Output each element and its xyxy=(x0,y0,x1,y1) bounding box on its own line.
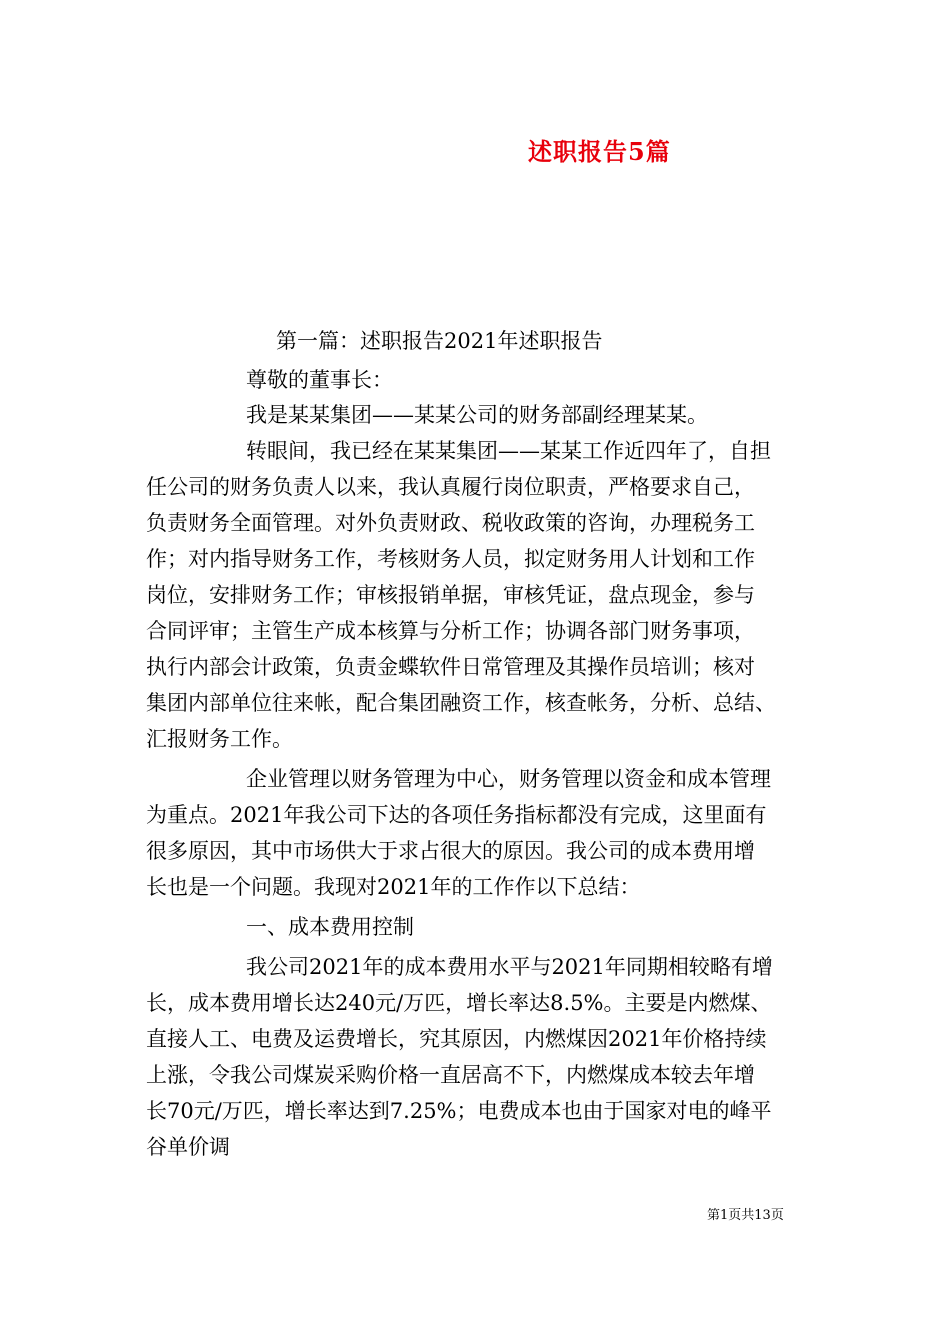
salutation: 尊敬的董事长： xyxy=(246,368,393,392)
paragraph-line: 转眼间，我已经在某某集团——某某工作近四年了，自担 xyxy=(246,439,771,463)
paragraph-line: 作；对内指导财务工作，考核财务人员，拟定财务用人计划和工作 xyxy=(146,547,755,571)
paragraph-line: 任公司的财务负责人以来，我认真履行岗位职责，严格要求自己， xyxy=(146,475,755,499)
paragraph-line: 企业管理以财务管理为中心，财务管理以资金和成本管理 xyxy=(246,767,771,791)
paragraph-line: 上涨，令我公司煤炭采购价格一直居高不下，内燃煤成本较去年增 xyxy=(146,1063,755,1087)
paragraph-line: 合同评审；主管生产成本核算与分析工作；协调各部门财务事项， xyxy=(146,619,755,643)
paragraph-line: 执行内部会计政策，负责金蝶软件日常管理及其操作员培训；核对 xyxy=(146,655,755,679)
document-title: 述职报告5篇 xyxy=(528,137,671,166)
section-heading: 第一篇：述职报告2021年述职报告 xyxy=(276,329,603,353)
paragraph-line: 很多原因，其中市场供大于求占很大的原因。我公司的成本费用增 xyxy=(146,839,755,863)
paragraph-line: 负责财务全面管理。对外负责财政、税收政策的咨询，办理税务工 xyxy=(146,511,755,535)
paragraph-line: 长也是一个问题。我现对2021年的工作作以下总结： xyxy=(146,875,641,899)
paragraph-line: 长70元/万匹，增长率达到7.25%；电费成本也由于国家对电的峰平 xyxy=(146,1099,772,1123)
page-number-footer: 第1页共13页 xyxy=(707,1208,784,1223)
paragraph-line: 岗位，安排财务工作；审核报销单据，审核凭证，盘点现金，参与 xyxy=(146,583,755,607)
paragraph-line: 我公司2021年的成本费用水平与2021年同期相较略有增 xyxy=(246,955,773,979)
paragraph-line: 集团内部单位往来帐，配合集团融资工作，核查帐务，分析、总结、 xyxy=(146,691,776,715)
paragraph-line: 汇报财务工作。 xyxy=(146,727,293,751)
paragraph-line: 直接人工、电费及运费增长，究其原因，内燃煤因2021年价格持续 xyxy=(146,1027,767,1051)
subsection-heading: 一、成本费用控制 xyxy=(246,915,414,939)
paragraph-line: 我是某某集团——某某公司的财务部副经理某某。 xyxy=(246,403,708,427)
paragraph-line: 谷单价调 xyxy=(146,1135,230,1159)
paragraph-line: 长，成本费用增长达240元/万匹，增长率达8.5%。主要是内燃煤、 xyxy=(146,991,772,1015)
paragraph-line: 为重点。2021年我公司下达的各项任务指标都没有完成，这里面有 xyxy=(146,803,767,827)
